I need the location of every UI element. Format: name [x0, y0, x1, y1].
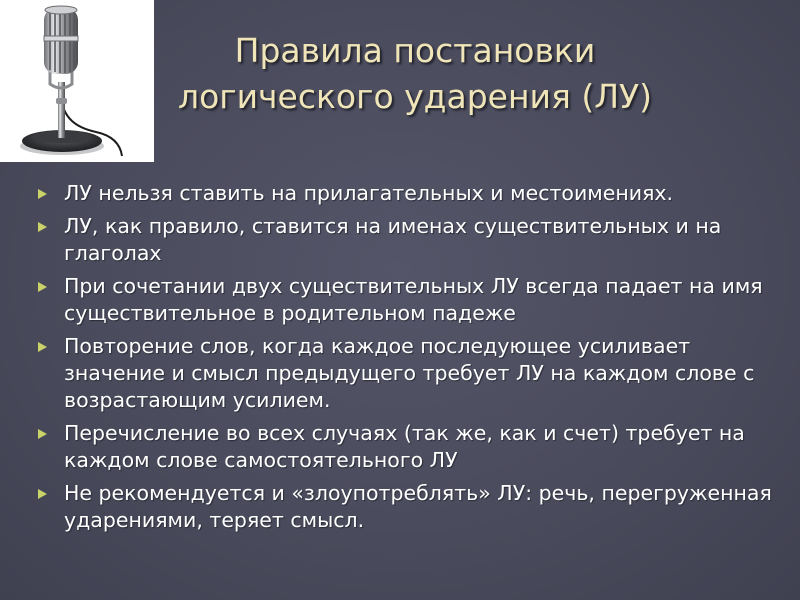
slide-title — [150, 28, 680, 120]
slide-title-line-2: логического ударения (ЛУ) — [177, 77, 652, 116]
rule-item — [36, 480, 786, 534]
rule-text: Перечисление во всех случаях (так же, как и счет) требует на каждом слове самостоятельного ЛУ — [64, 421, 745, 472]
microphone-image — [0, 0, 154, 162]
bullet-arrow-icon — [38, 429, 47, 439]
bullet-arrow-icon — [38, 282, 47, 292]
rule-text: Не рекомендуется и «злоупотреблять» ЛУ: речь, перегруженная ударениями, теряет смысл. — [64, 481, 772, 532]
rule-item — [36, 273, 786, 327]
rule-item — [36, 420, 786, 474]
rule-text: Повторение слов, когда каждое последующее усиливает значение и смысл предыдущего требует ЛУ на каждом слове с возрастающим усилием. — [64, 334, 755, 412]
rule-text: При сочетании двух существительных ЛУ всегда падает на имя существительное в родительном падеже — [64, 274, 763, 325]
bullet-arrow-icon — [38, 189, 47, 199]
rules-list — [36, 180, 786, 540]
rule-text: ЛУ нельзя ставить на прилагательных и местоимениях. — [64, 181, 674, 205]
bullet-arrow-icon — [38, 222, 47, 232]
rule-text: ЛУ, как правило, ставится на именах существительных и на глаголах — [64, 214, 722, 265]
bullet-arrow-icon — [38, 342, 47, 352]
slide-title-line-1: Правила постановки — [234, 31, 596, 70]
rule-item — [36, 180, 786, 207]
bullet-arrow-icon — [38, 489, 47, 499]
rule-item — [36, 213, 786, 267]
rule-item — [36, 333, 786, 414]
microphone-icon — [0, 0, 154, 162]
